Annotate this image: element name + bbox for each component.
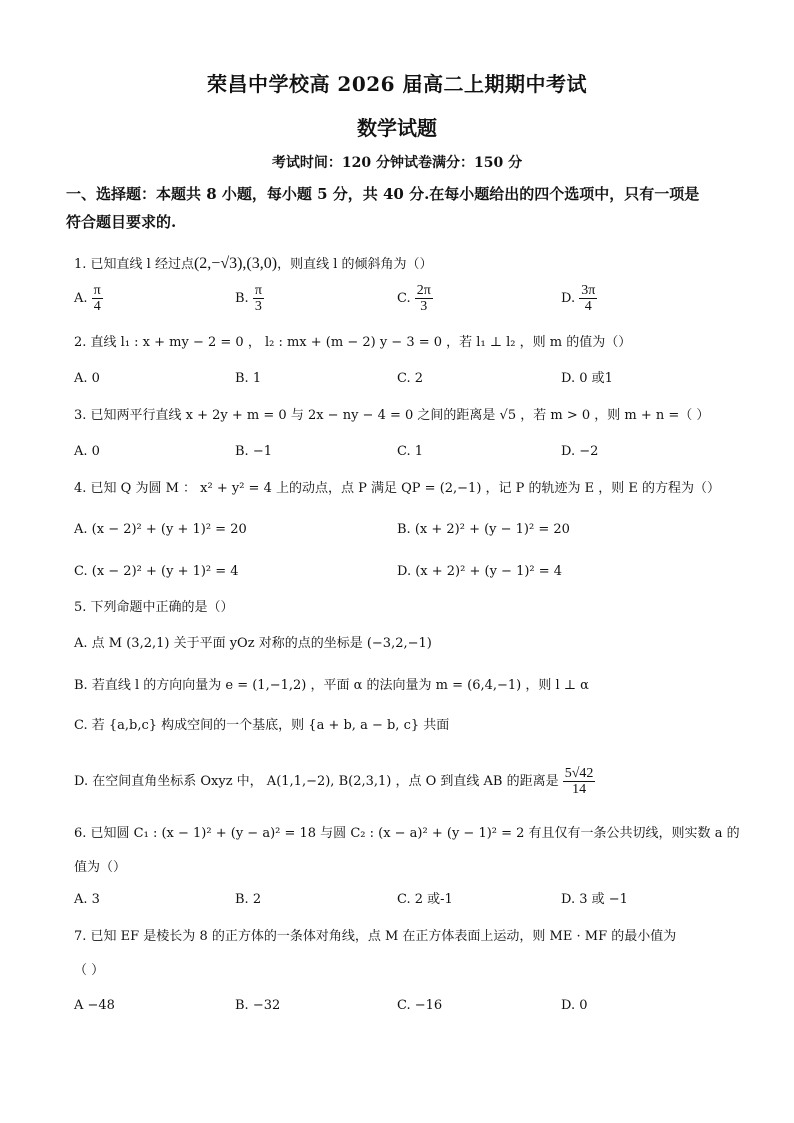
q4-option-b: B. (x + 2)² + (y − 1)² = 20	[397, 522, 570, 537]
question-1-stem	[74, 254, 734, 275]
q1-d-fraction: $\frac{3\pi}{4}$	[581, 283, 596, 314]
q7-option-b: B. −32	[235, 998, 281, 1013]
question-3-stem: 3. 已知两平行直线 x + 2y + m = 0 与 2x − ny − 4 = 0 之间的距离是 √5 ，若 m > 0 ，则 m + n =（ ）	[74, 408, 710, 423]
section-heading-line1: 一、选择题：本题共 8 小题，每小题 5 分，共 40 分.在每小题给出的四个选项中，只有一项是	[66, 185, 700, 203]
question-6-stem-line2: 值为（）	[74, 860, 127, 875]
q5-option-c: C. 若 {a,b,c} 构成空间的一个基底，则 {a + b, a − b, c} 共面	[74, 718, 450, 733]
q3-option-a: A. 0	[74, 444, 100, 459]
q3-option-d: D. −2	[561, 444, 599, 459]
q1-option-c: C. $\frac{2\pi}{3}$	[397, 283, 431, 314]
q4-option-c: C. (x − 2)² + (y + 1)² = 4	[74, 564, 239, 579]
q6-option-a: A. 3	[74, 892, 100, 907]
q1-option-b: B. $\frac{\pi}{3}$	[235, 283, 262, 314]
q1-stem-b: ，则直线 l 的倾斜角为（）	[277, 257, 433, 272]
q6-option-d: D. 3 或 −1	[561, 892, 628, 907]
q4-option-d: D. (x + 2)² + (y − 1)² = 4	[397, 564, 563, 579]
exam-info: 考试时间：120 分钟试卷满分：150 分	[271, 155, 523, 171]
question-4-stem: 4. 已知 Q 为圆 M ： x² + y² = 4 上的动点，点 P 满足 QP = (2,−1) ，记 P 的轨迹为 E ，则 E 的方程为（）	[74, 481, 721, 496]
exam-title: 荣昌中学校高 2026 届高二上期期中考试	[206, 72, 588, 96]
question-5-stem: 5. 下列命题中正确的是（）	[74, 600, 234, 615]
q3-option-b: B. −1	[235, 444, 272, 459]
q1-points: (2,−√3),(3,0)	[193, 255, 278, 272]
q5-option-b: B. 若直线 l 的方向向量为 e = (1,−1,2) ，平面 α 的法向量为 m = (6,4,−1) ，则 l ⊥ α	[74, 678, 589, 693]
q5-option-a: A. 点 M (3,2,1) 关于平面 yOz 对称的点的坐标是 (−3,2,−1)	[74, 636, 432, 651]
q5-option-d: D. 在空间直角坐标系 Oxyz 中， A(1,1,−2), B(2,3,1) ，点 O 到直线 AB 的距离是 $\frac{5√42}{14}$	[74, 766, 594, 797]
q6-option-c: C. 2 或-1	[397, 892, 453, 907]
question-6-stem-line1: 6. 已知圆 C₁ : (x − 1)² + (y − a)² = 18 与圆 C₂ : (x − a)² + (y − 1)² = 2 有且仅有一条公共切线，则实数 a 的	[74, 826, 740, 841]
q3-option-c: C. 1	[397, 444, 424, 459]
q4-option-a: A. (x − 2)² + (y + 1)² = 20	[74, 522, 247, 537]
q6-option-b: B. 2	[235, 892, 262, 907]
q2-option-d: D. 0 或1	[561, 371, 613, 386]
question-7-stem-line2: （ ）	[74, 963, 105, 978]
q1-stem-a: 1. 已知直线 l 经过点	[74, 257, 194, 272]
exam-subject: 数学试题	[357, 116, 437, 140]
q7-option-c: C. −16	[397, 998, 443, 1013]
q7-option-d: D. 0	[561, 998, 588, 1013]
q1-b-fraction: $\frac{\pi}{3}$	[254, 283, 262, 314]
q1-a-fraction: $\frac{\pi}{4}$	[93, 283, 101, 314]
q2-option-c: C. 2	[397, 371, 424, 386]
q5-d-distance-fraction: $\frac{5√42}{14}$	[564, 766, 594, 797]
question-7-stem-line1: 7. 已知 EF 是棱长为 8 的正方体的一条体对角线，点 M 在正方体表面上运动，则 ME · MF 的最小值为	[74, 929, 677, 944]
q1-option-d: D. $\frac{3\pi}{4}$	[561, 283, 596, 314]
q2-option-a: A. 0	[74, 371, 100, 386]
q7-option-a: A −48	[74, 998, 115, 1013]
q1-c-fraction: $\frac{2\pi}{3}$	[416, 283, 431, 314]
q1-option-a: A. $\frac{\pi}{4}$	[74, 283, 101, 314]
q2-option-b: B. 1	[235, 371, 262, 386]
section-heading-line2: 符合题目要求的.	[66, 213, 177, 231]
question-2-stem: 2. 直线 l₁ : x + my − 2 = 0 ， l₂ : mx + (m − 2) y − 3 = 0 ，若 l₁ ⊥ l₂ ，则 m 的值为（）	[74, 335, 632, 350]
